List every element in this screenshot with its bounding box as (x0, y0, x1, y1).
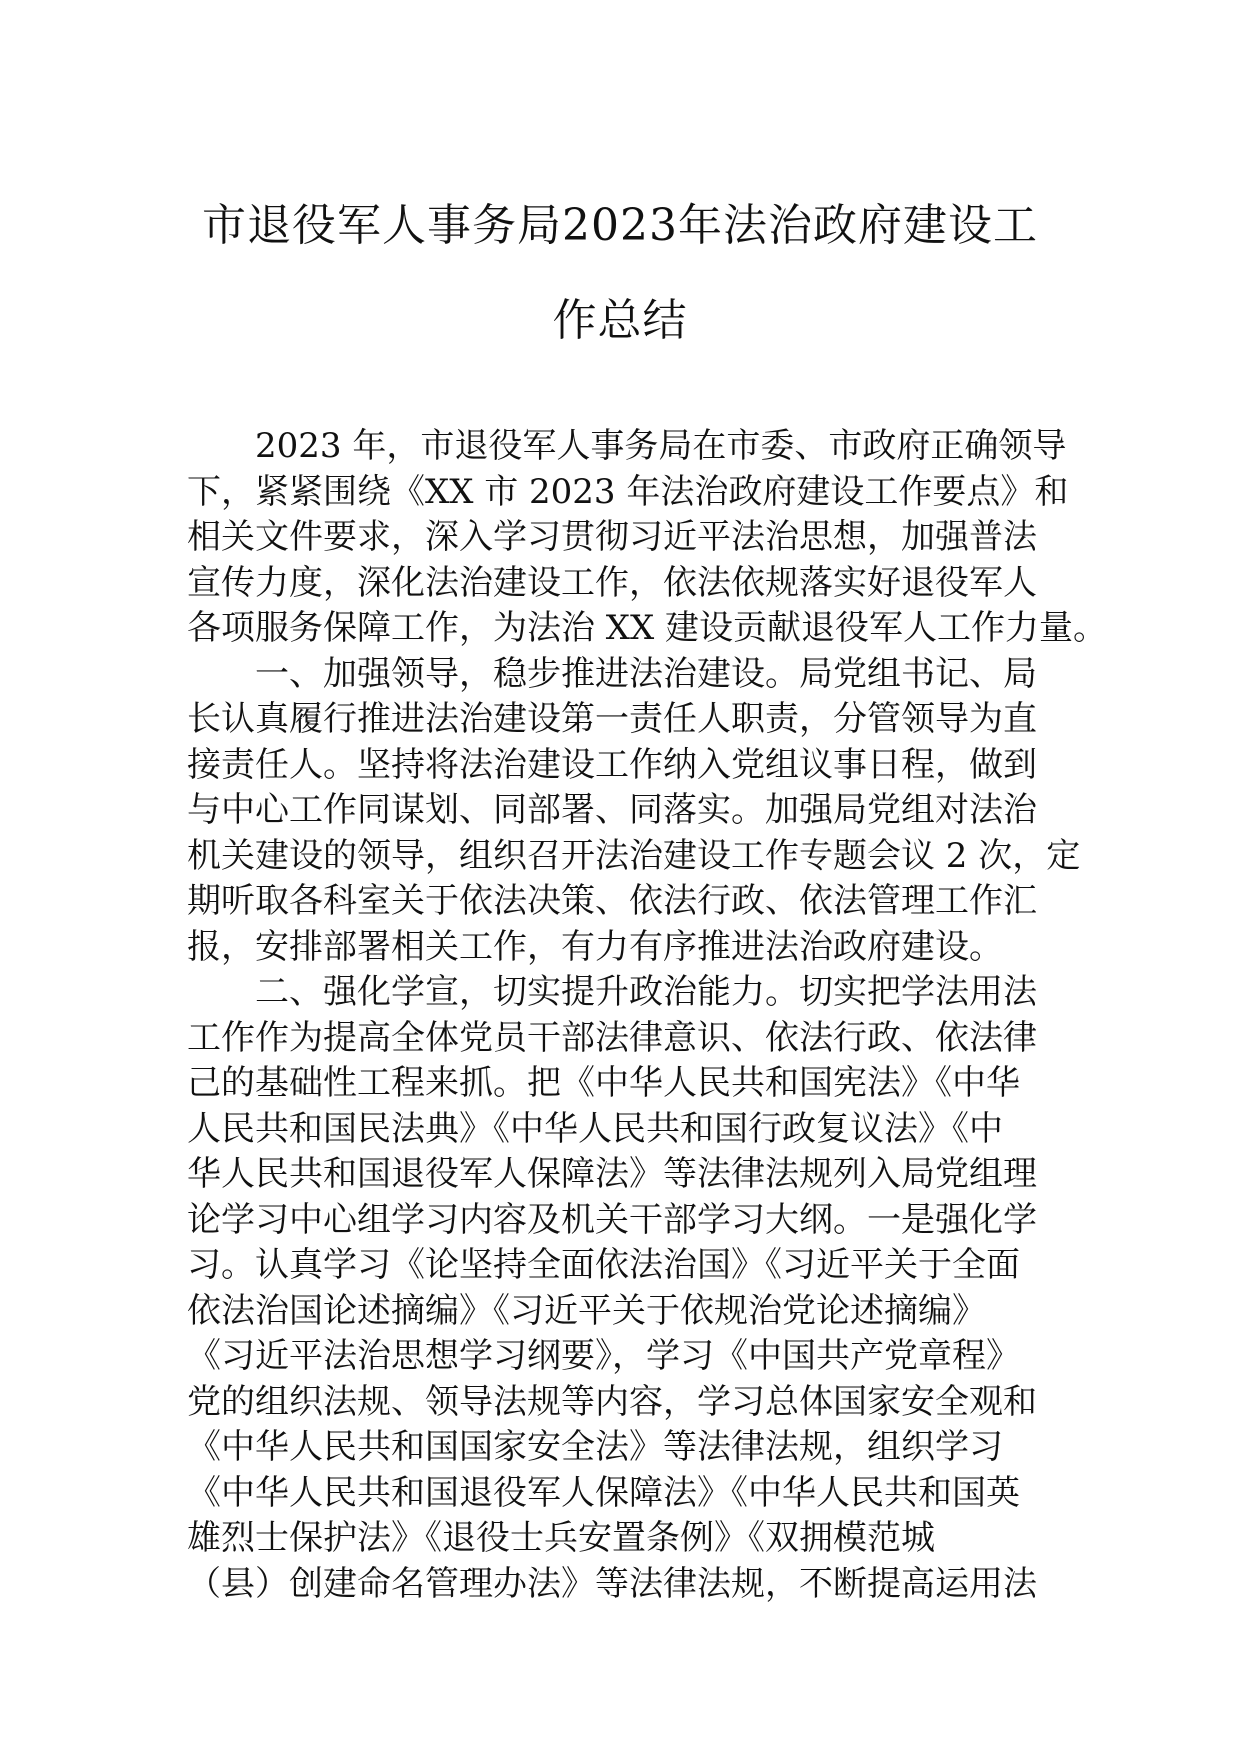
paragraph-line: 论学习中心组学习内容及机关干部学习大纲。一是强化学 (187, 1199, 1037, 1240)
paragraph-line: 接责任人。坚持将法治建设工作纳入党组议事日程，做到 (187, 744, 1037, 785)
paragraph-line: 二、强化学宣，切实提升政治能力。切实把学法用法 (255, 972, 1037, 1012)
paragraph-line: 人民共和国民法典》《中华人民共和国行政复议法》《中 (187, 1108, 1003, 1149)
paragraph-line: 长认真履行推进法治建设第一责任人职责，分管领导为直 (187, 699, 1037, 739)
paragraph-line: 依法治国论述摘编》《习近平关于依规治党论述摘编》 (187, 1290, 986, 1331)
paragraph-line: 《中华人民共和国国家安全法》等法律法规，组织学习 (187, 1427, 1003, 1467)
paragraph-line: 宣传力度，深化法治建设工作，依法依规落实好退役军人 (187, 562, 1037, 603)
paragraph-line: 相关文件要求，深入学习贯彻习近平法治思想，加强普法 (187, 517, 1037, 557)
paragraph-line: 习。认真学习《论坚持全面依法治国》《习近平关于全面 (187, 1245, 1020, 1285)
paragraph-line: 与中心工作同谋划、同部署、同落实。加强局党组对法治 (187, 790, 1037, 830)
document-title (160, 178, 1080, 368)
title-line-1: 市退役军人事务局2023年法治政府建设工 (202, 200, 1038, 251)
paragraph-line: 一、加强领导，稳步推进法治建设。局党组书记、局 (255, 653, 1037, 694)
paragraph-line: 华人民共和国退役军人保障法》等法律法规列入局党组理 (187, 1154, 1037, 1194)
paragraph-line: 报，安排部署相关工作，有力有序推进法治政府建设。 (187, 926, 1003, 967)
paragraph-line: 党的组织法规、领导法规等内容，学习总体国家安全观和 (187, 1381, 1037, 1422)
paragraph-line: 下，紧紧围绕《XX 市 2023 年法治政府建设工作要点》和 (187, 471, 1069, 512)
paragraph-line: 《习近平法治思想学习纲要》，学习《中国共产党章程》 (187, 1336, 1020, 1376)
paragraph-line: 期听取各科室关于依法决策、依法行政、依法管理工作汇 (187, 881, 1037, 921)
paragraph-line: 《中华人民共和国退役军人保障法》《中华人民共和国英 (187, 1472, 1020, 1513)
paragraph-line: 机关建设的领导，组织召开法治建设工作专题会议 2 次，定 (187, 835, 1081, 876)
paragraph-line: 己的基础性工程来抓。把《中华人民共和国宪法》《中华 (187, 1063, 1020, 1103)
paragraph-line: 雄烈士保护法》《退役士兵安置条例》《双拥模范城 (187, 1518, 935, 1558)
document-body (187, 424, 1108, 1607)
paragraph-line: 2023 年，市退役军人事务局在市委、市政府正确领导 (255, 426, 1067, 466)
title-line-2: 作总结 (552, 295, 688, 346)
paragraph-line: （县）创建命名管理办法》等法律法规，不断提高运用法 (187, 1563, 1037, 1604)
paragraph-line: 各项服务保障工作，为法治 XX 建设贡献退役军人工作力量。 (187, 608, 1108, 648)
paragraph-line: 工作作为提高全体党员干部法律意识、依法行政、依法律 (187, 1017, 1037, 1058)
